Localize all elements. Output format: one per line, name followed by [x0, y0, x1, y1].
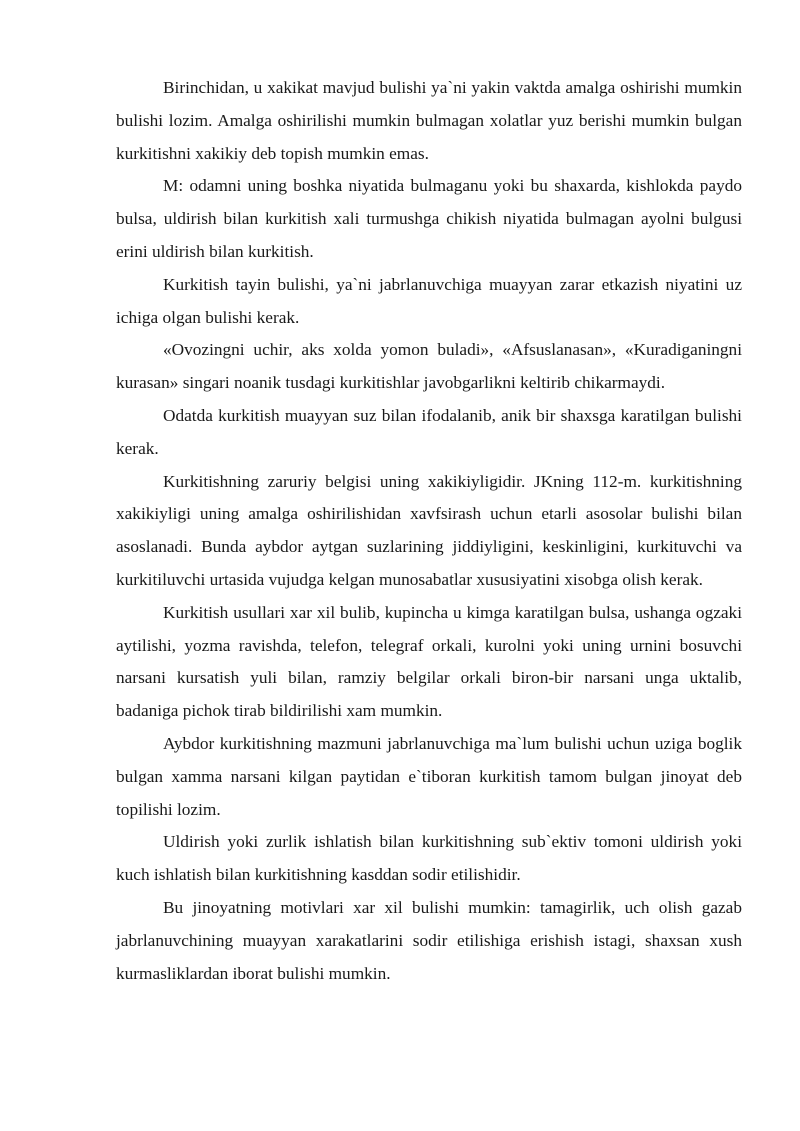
paragraph-expression: Odatda kurkitish muayyan suz bilan ifodalanib, anik bir shaxsga karatilgan bulishi kerak.	[116, 405, 742, 458]
paragraph-completion: Aybdor kurkitishning mazmuni jabrlanuvchiga ma`lum bulishi uchun uziga boglik bulgan xamma narsani kilgan paytidan e`tiboran kurkitish tamom bulgan jinoyat deb topilishi lozim.	[116, 733, 742, 819]
paragraph-subjective-side: Uldirish yoki zurlik ishlatish bilan kurkitishning sub`ektiv tomoni uldirish yoki kuch ishlatish bilan kurkitishning kasddan sodir etilishidir.	[116, 832, 742, 885]
paragraph-example: M: odamni uning boshka niyatida bulmaganu yoki bu shaxarda, kishlokda paydo bulsa, uldirish bilan kurkitish xali turmushga chikish niyatida bulmagan ayolni bulgusi erini uldirish bilan kurkitish.	[116, 176, 742, 261]
paragraph-specificity: Kurkitish tayin bulishi, ya`ni jabrlanuvchiga muayyan zarar etkazish niyatini uz ichiga olgan bulishi kerak.	[116, 274, 742, 327]
paragraph-motives: Bu jinoyatning motivlari xar xil bulishi mumkin: tamagirlik, uch olish gazab jabrlanuvchining muayyan xarakatlarini sodir etilishiga erishish istagi, shaxsan xush kurmasliklardan iborat bulishi mumkin.	[116, 897, 742, 983]
paragraph-reality-condition: Birinchidan, u xakikat mavjud bulishi ya`ni yakin vaktda amalga oshirishi mumkin bulishi lozim. Amalga oshirilishi mumkin bulmagan xolatlar yuz berishi mumkin bulgan kurkitishni xakikiy deb topish mumkin emas.	[116, 78, 742, 163]
paragraph-vague-threats: «Ovozingni uchir, aks xolda yomon buladi», «Afsuslanasan», «Kuradiganingni kurasan» singari noanik tusdagi kurkitishlar javobgarlikni keltirib chikarmaydi.	[116, 340, 742, 393]
paragraph-necessary-feature: Kurkitishning zaruriy belgisi uning xakikiyligidir. JKning 112-m. kurkitishning xakikiyligi uning amalga oshirilishidan xavfsirash uchun etarli asosolar bulishi bilan asoslanadi. Bunda aybdor aytgan suzlarining jiddiyligini, keskinligini, kurkituvchi va kurkitiluvchi urtasida vujudga kelgan munosabatlar xususiyatini xisobga olish kerak.	[116, 471, 742, 589]
document-page	[116, 72, 742, 990]
paragraph-methods: Kurkitish usullari xar xil bulib, kupincha u kimga karatilgan bulsa, ushanga ogzaki aytilishi, yozma ravishda, telefon, telegraf orkali, kurolni yoki uning urnini bosuvchi narsani kursatish yuli bilan, ramziy belgilar orkali biron-bir narsani unga uktalib, badaniga pichok tirab bildirilishi xam mumkin.	[116, 602, 742, 721]
